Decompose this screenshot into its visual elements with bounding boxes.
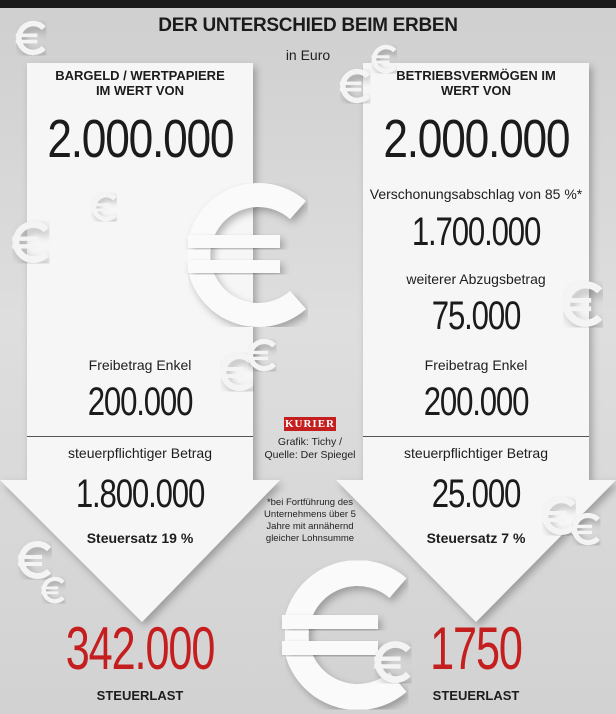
right-tax-amount: 1750 [430, 615, 522, 682]
left-heading: BARGELD / WERTPAPIERE IM WERT VON [55, 68, 225, 98]
euro-small-icon [338, 68, 374, 109]
right-taxable-label: steuerpflichtiger Betrag [404, 445, 548, 461]
left-allowance: 200.000 [87, 380, 193, 424]
kurier-logo: KURIER [284, 418, 335, 430]
right-divider [363, 436, 589, 437]
euro-small-icon [40, 576, 68, 609]
right-relief-label: Verschonungsabschlag von 85 %* [369, 186, 583, 202]
right-deduction: 75.000 [431, 294, 521, 338]
left-tax-label: STEUERLAST [96, 688, 184, 703]
right-relief: 1.700.000 [411, 210, 541, 254]
left-taxable-label: steuerpflichtiger Betrag [68, 445, 212, 461]
right-allowance-label: Freibetrag Enkel [424, 357, 528, 373]
right-tax-rate: Steuersatz 7 % [426, 530, 526, 546]
right-allowance: 200.000 [423, 380, 529, 424]
left-taxable: 1.800.000 [75, 472, 205, 516]
euro-small-icon [90, 192, 120, 227]
left-amount: 2.000.000 [47, 109, 234, 169]
right-taxable: 25.000 [431, 472, 521, 516]
right-deduction-label: weiterer Abzugsbetrag [406, 271, 546, 287]
left-allowance-label: Freibetrag Enkel [88, 357, 192, 373]
unit-label: in Euro [285, 47, 331, 63]
right-tax-label: STEUERLAST [432, 688, 520, 703]
footnote: *bei Fortführung des Unternehmens über 5 Jahre mit annähernd gleicher Lohnsumme [264, 497, 356, 544]
page-title: DER UNTERSCHIED BEIM ERBEN [158, 15, 458, 36]
right-heading: BETRIEBSVERMÖGEN IM WERT VON [396, 68, 556, 98]
right-amount: 2.000.000 [383, 109, 570, 169]
euro-large-center-icon [180, 180, 320, 335]
left-divider [27, 436, 253, 437]
left-tax-amount: 342.000 [65, 615, 215, 682]
source-credit: Grafik: Tichy / Quelle: Der Spiegel [264, 436, 356, 461]
euro-small-icon [560, 280, 608, 333]
left-tax-rate: Steuersatz 19 % [86, 530, 194, 546]
euro-small-icon [10, 220, 54, 269]
